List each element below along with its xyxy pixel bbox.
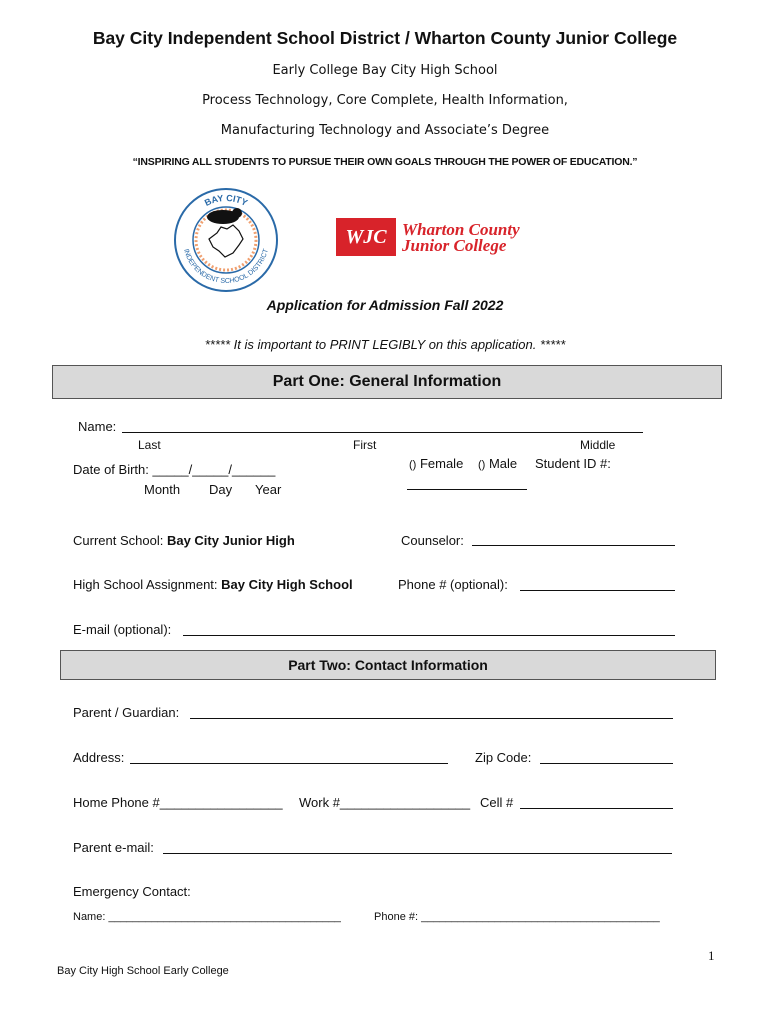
wcjc-name-line-2: Junior College: [402, 236, 507, 255]
name-label: Name:: [78, 419, 117, 434]
school-name: Early College Bay City High School: [272, 63, 498, 78]
wcjc-mark: WJC: [336, 218, 396, 256]
motto: “INSPIRING ALL STUDENTS TO PURSUE THEIR OWN GOALS THROUGH THE POWER OF EDUCATION.”: [132, 156, 638, 168]
dob-year-caption: Year: [255, 482, 282, 497]
emergency-contact-label: Emergency Contact:: [73, 884, 191, 899]
programs-line-1: Process Technology, Core Complete, Health Information,: [202, 93, 568, 108]
parent-guardian-label: Parent / Guardian:: [73, 705, 180, 720]
phone-input-line[interactable]: [520, 590, 675, 591]
dob-field[interactable]: Date of Birth: _____/_____/______: [73, 462, 276, 477]
seal-text-top: BAY CITY: [202, 192, 250, 208]
wcjc-name-line-1: Wharton County: [402, 220, 520, 239]
page-number: 1: [708, 948, 715, 963]
parent-email-input-line[interactable]: [163, 853, 672, 854]
name-input-line[interactable]: [122, 432, 643, 433]
cell-phone-input-line[interactable]: [520, 808, 673, 809]
seal-text-bottom: INDEPENDENT SCHOOL DISTRICT: [182, 248, 270, 286]
emergency-name-field[interactable]: Name: ______________________________________: [73, 911, 341, 923]
svg-text:BAY CITY: [203, 193, 249, 208]
footer-text: Bay City High School Early College: [57, 965, 229, 977]
document-title: Bay City Independent School District / Wharton County Junior College: [92, 28, 678, 48]
name-middle-caption: Middle: [580, 438, 616, 452]
name-first-caption: First: [353, 438, 377, 452]
parent-guardian-input-line[interactable]: [190, 718, 673, 719]
hs-assignment-field: High School Assignment: Bay City High School: [73, 577, 353, 592]
email-input-line[interactable]: [183, 635, 675, 636]
current-school-field: Current School: Bay City Junior High: [73, 533, 295, 548]
cell-phone-label: Cell #: [480, 795, 514, 810]
counselor-label: Counselor:: [401, 533, 464, 548]
work-phone-field[interactable]: Work #__________________: [299, 795, 471, 810]
current-school-value: Bay City Junior High: [166, 533, 295, 548]
parent-email-label: Parent e-mail:: [73, 840, 154, 855]
part-one-header: Part One: General Information: [52, 365, 722, 399]
gender-male-option[interactable]: () Male: [478, 456, 518, 471]
emergency-phone-field[interactable]: Phone #: _______________________________________: [374, 911, 660, 923]
bcisd-seal-logo: [173, 187, 279, 293]
home-phone-field[interactable]: Home Phone #_________________: [73, 795, 283, 810]
print-legibly-note: ***** It is important to PRINT LEGIBLY on this application. *****: [204, 337, 566, 352]
name-last-caption: Last: [138, 438, 161, 452]
wcjc-logo: [336, 218, 636, 260]
radio-icon: (): [478, 459, 486, 471]
phone-optional-label: Phone # (optional):: [398, 577, 508, 592]
gender-female-option[interactable]: () Female: [409, 456, 464, 471]
student-id-input-line[interactable]: [407, 489, 527, 490]
radio-icon: (): [409, 459, 417, 471]
dob-month-caption: Month: [144, 482, 181, 497]
hs-assignment-value: Bay City High School: [221, 577, 353, 592]
application-heading: Application for Admission Fall 2022: [266, 297, 504, 313]
student-id-label: Student ID #:: [535, 456, 611, 471]
programs-line-2: Manufacturing Technology and Associate’s Degree: [220, 123, 550, 138]
address-label: Address:: [73, 750, 125, 765]
counselor-input-line[interactable]: [472, 545, 675, 546]
dob-day-caption: Day: [209, 482, 233, 497]
part-two-header: Part Two: Contact Information: [60, 650, 716, 680]
address-input-line[interactable]: [130, 763, 448, 764]
zip-code-label: Zip Code:: [475, 750, 532, 765]
zip-code-input-line[interactable]: [540, 763, 673, 764]
email-label: E-mail (optional):: [73, 622, 172, 637]
